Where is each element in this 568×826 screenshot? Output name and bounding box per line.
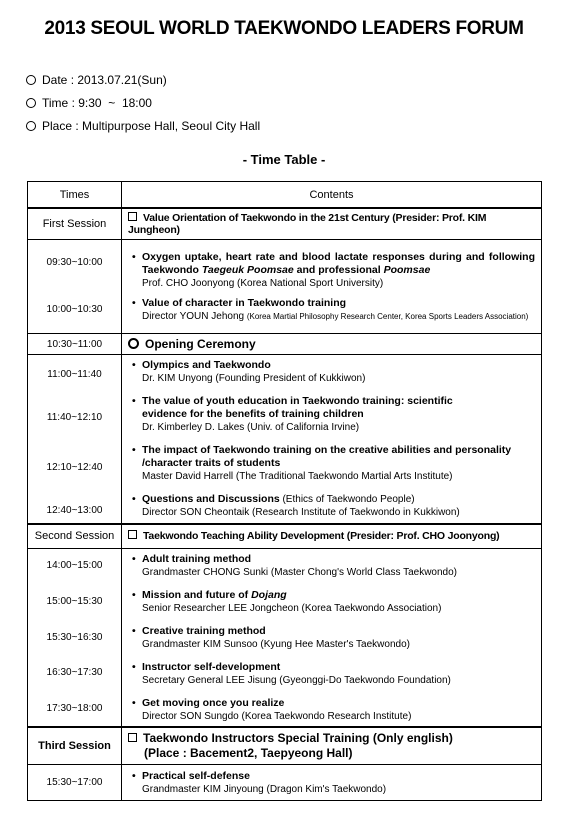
item-title-part: Oxygen uptake, heart rate and blood lactate responses during and following Taekwondo [142, 251, 535, 276]
session-title [122, 524, 542, 549]
item-title [142, 251, 535, 277]
table-row [28, 549, 542, 727]
item-speaker: Grandmaster KIM Sunsoo (Kyung Hee Master's Taekwondo) [142, 638, 410, 650]
session-row [28, 524, 542, 549]
table-row [28, 334, 542, 355]
session-name: Second Session [28, 524, 122, 549]
item-title: Adult training method [142, 552, 252, 565]
item-title: Practical self-defense [142, 769, 250, 782]
item-title-italic: Poomsae [383, 264, 431, 276]
session-title [122, 208, 542, 240]
list-item [132, 493, 535, 519]
circle-bullet-icon [128, 338, 139, 349]
list-item [132, 661, 535, 687]
info-time-label: Time [42, 96, 69, 110]
times-header: Times [28, 182, 122, 209]
list-item [132, 589, 535, 615]
table-header-row [28, 182, 542, 209]
bullet-icon: • [132, 769, 136, 782]
item-speaker: Dr. KIM Unyong (Founding President of Kukkiwon) [142, 373, 366, 385]
item-title-italic: Dojang [251, 588, 287, 601]
session-row [28, 208, 542, 240]
time-label: 15:00~15:30 [46, 596, 103, 607]
time-label: 15:30~16:30 [46, 632, 103, 643]
item-speaker-affiliation: (Korea Martial Philosophy Research Center, Korea Sports Leaders Association) [246, 312, 529, 321]
item-title-suffix: (Ethics of Taekwondo People) [279, 494, 415, 506]
time-label: 10:30~11:00 [28, 334, 122, 355]
table-row [28, 355, 542, 524]
list-item [132, 395, 535, 434]
item-title: Value of character in Taekwondo training [142, 297, 347, 309]
items-cell [122, 764, 542, 800]
time-label: 10:00~10:30 [46, 304, 103, 315]
item-speaker [142, 310, 535, 323]
item-title: The value of youth education in Taekwondo training: scientific evidence for the benefits of training children [142, 395, 453, 421]
circle-bullet-icon [26, 121, 36, 131]
session-name: Third Session [28, 727, 122, 765]
item-title: Instructor self-development [142, 660, 281, 673]
item-speaker: Dr. Kimberley D. Lakes (Univ. of California Irvine) [142, 422, 360, 434]
list-item [132, 553, 535, 579]
info-place-label: Place [42, 119, 73, 133]
page-title: 2013 SEOUL WORLD TAEKWONDO LEADERS FORUM [44, 18, 524, 39]
info-date-label: Date [42, 73, 68, 87]
list-item [132, 770, 535, 796]
list-item [132, 359, 535, 385]
time-label: 12:40~13:00 [46, 505, 103, 516]
contents-header: Contents [122, 182, 542, 209]
info-date: Date : 2013.07.21(Sun) [26, 73, 167, 87]
item-speaker: Secretary General LEE Jisung (Gyeonggi-Do Taekwondo Foundation) [142, 674, 451, 686]
bullet-icon: • [132, 444, 136, 457]
table-row [28, 240, 542, 334]
time-label: 17:30~18:00 [46, 703, 103, 714]
list-item [132, 251, 535, 290]
circle-bullet-icon [26, 75, 36, 85]
item-title-text: Mission and future of [142, 588, 252, 601]
list-item [132, 297, 535, 323]
checkbox-icon [128, 212, 137, 221]
time-label: 14:00~15:00 [46, 560, 103, 571]
item-title [142, 493, 535, 506]
item-speaker-name: Director YOUN Jehong [142, 311, 247, 322]
session-name: First Session [28, 208, 122, 240]
checkbox-icon [128, 733, 137, 742]
item-speaker: Director SON Sungdo (Korea Taekwondo Research Institute) [142, 710, 412, 722]
item-speaker: Grandmaster CHONG Sunki (Master Chong's World Class Taekwondo) [142, 566, 457, 578]
session-place: (Place : Bacement2, Taepyeong Hall) [144, 745, 353, 760]
bullet-icon: • [132, 552, 136, 565]
info-time-value: 9:30 ~ 18:00 [78, 96, 152, 110]
session-title-text: Taekwondo Instructors Special Training (Only english) [143, 730, 453, 745]
checkbox-icon [128, 530, 137, 539]
info-time: Time : 9:30 ~ 18:00 [26, 96, 152, 110]
time-cell [28, 549, 122, 727]
item-speaker: Senior Researcher LEE Jongcheon (Korea Taekwondo Association) [142, 602, 442, 614]
opening-ceremony [122, 334, 542, 355]
table-row [28, 764, 542, 800]
circle-bullet-icon [26, 98, 36, 108]
session-title [122, 727, 542, 765]
bullet-icon: • [132, 251, 136, 263]
timetable [27, 181, 542, 801]
item-speaker: Prof. CHO Joonyong (Korea National Sport University) [142, 278, 384, 289]
item-speaker: Master David Harrell (The Traditional Taekwondo Martial Arts Institute) [142, 471, 453, 483]
info-place-value: Multipurpose Hall, Seoul City Hall [82, 119, 261, 133]
list-item [132, 444, 535, 483]
time-cell [28, 355, 122, 524]
session-row [28, 727, 542, 765]
item-title-part: and professional [293, 264, 384, 276]
info-place: Place : Multipurpose Hall, Seoul City Hall [26, 119, 260, 133]
item-speaker: Director SON Cheontaik (Research Institute of Taekwondo in Kukkiwon) [142, 507, 460, 519]
list-item [132, 697, 535, 723]
item-title: Olympics and Taekwondo [142, 359, 271, 372]
opening-title: Opening Ceremony [145, 337, 256, 351]
items-cell [122, 240, 542, 334]
session-title-text: Value Orientation of Taekwondo in the 21st Century (Presider: Prof. KIM Jungheon) [128, 212, 487, 236]
list-item [132, 625, 535, 651]
item-title-text: Questions and Discussions [142, 493, 280, 506]
bullet-icon: • [132, 359, 136, 372]
item-title [142, 589, 535, 602]
bullet-icon: • [132, 395, 136, 408]
time-label: 15:30~17:00 [28, 764, 122, 800]
time-label: 16:30~17:30 [46, 667, 103, 678]
item-title: Get moving once you realize [142, 696, 285, 709]
items-cell [122, 355, 542, 524]
bullet-icon: • [132, 624, 136, 637]
timetable-heading: - Time Table - [242, 152, 326, 167]
bullet-icon: • [132, 588, 136, 601]
bullet-icon: • [132, 660, 136, 673]
time-label: 11:00~11:40 [47, 369, 102, 380]
item-title: Creative training method [142, 624, 266, 637]
time-label: 12:10~12:40 [46, 462, 103, 473]
bullet-icon: • [132, 696, 136, 709]
item-title: The impact of Taekwondo training on the creative abilities and personality /character traits of students [142, 444, 512, 470]
time-label: 09:30~10:00 [46, 257, 103, 268]
item-speaker: Grandmaster KIM Jinyoung (Dragon Kim's Taekwondo) [142, 783, 387, 795]
bullet-icon: • [132, 493, 136, 506]
time-label: 11:40~12:10 [46, 412, 103, 423]
bullet-icon: • [132, 297, 136, 309]
item-title-italic: Taegeuk Poomsae [201, 264, 294, 276]
session-title-line [128, 731, 535, 746]
info-date-value: 2013.07.21(Sun) [77, 73, 167, 87]
items-cell [122, 549, 542, 727]
time-cell [28, 240, 122, 334]
session-title-text: Taekwondo Teaching Ability Development (Presider: Prof. CHO Joonyong) [143, 530, 500, 543]
